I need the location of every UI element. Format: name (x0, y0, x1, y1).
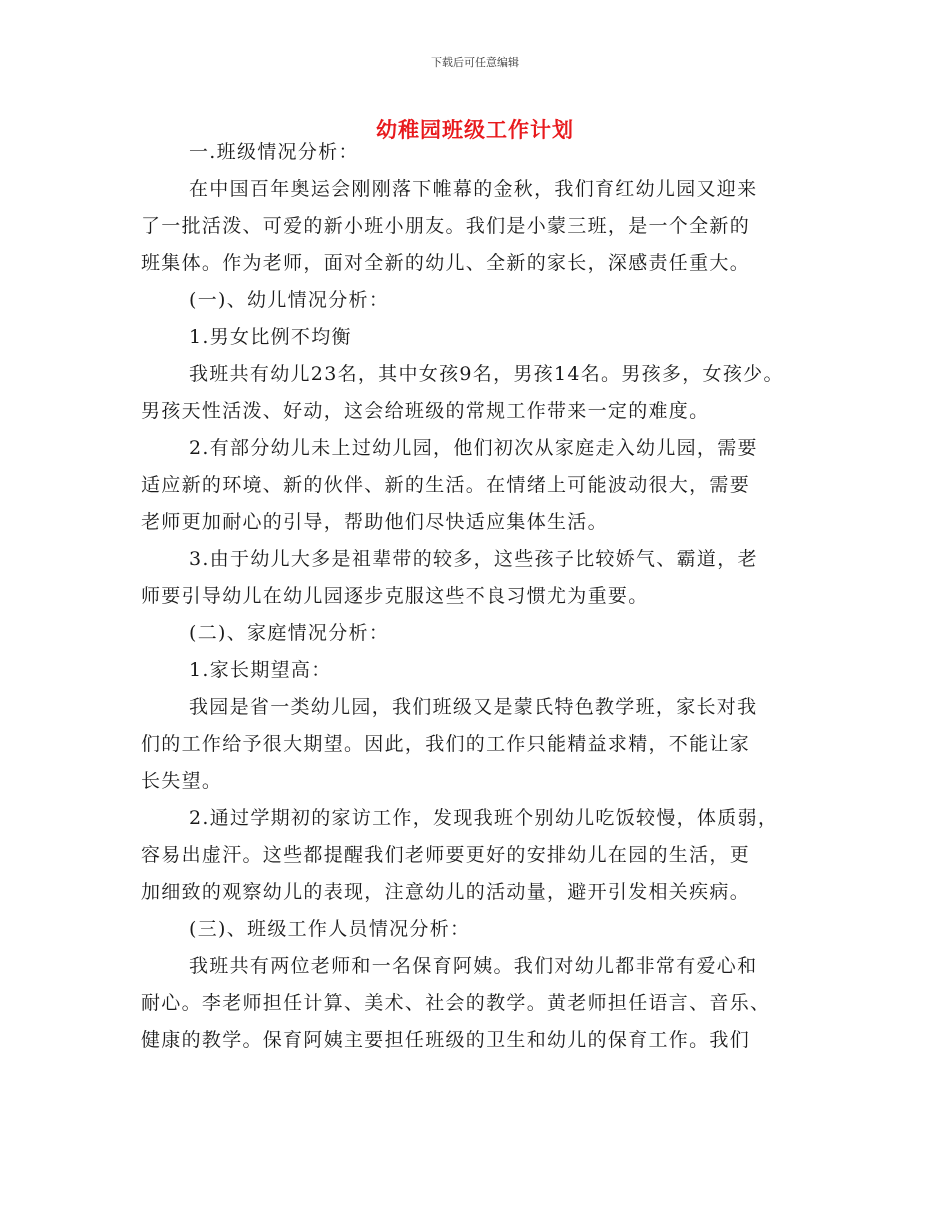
body-line: 加细致的观察幼儿的表现，注意幼儿的活动量，避开引发相关疾病。 (141, 881, 751, 903)
body-line: 男孩天性活泼、好动，这会给班级的常规工作带来一定的难度。 (141, 400, 710, 422)
body-line: 1.家长期望高： (189, 659, 332, 681)
body-line: 班集体。作为老师，面对全新的幼儿、全新的家长，深感责任重大。 (141, 252, 751, 274)
body-line: 适应新的环境、新的伙伴、新的生活。在情绪上可能波动很大，需要 (141, 474, 751, 496)
body-line: 长失望。 (141, 770, 223, 792)
body-line: 2.有部分幼儿未上过幼儿园，他们初次从家庭走入幼儿园，需要 (189, 437, 758, 459)
body-line: (三)、班级工作人员情况分析： (189, 918, 471, 940)
body-line: 3.由于幼儿大多是祖辈带的较多，这些孩子比较娇气、霸道，老 (189, 548, 758, 570)
body-line: 我班共有两位老师和一名保育阿姨。我们对幼儿都非常有爱心和 (189, 955, 758, 977)
document-body (141, 134, 831, 1059)
body-line: (一)、幼儿情况分析： (189, 289, 390, 311)
body-line: 们的工作给予很大期望。因此，我们的工作只能精益求精，不能让家 (141, 733, 751, 755)
body-line: 耐心。李老师担任计算、美术、社会的教学。黄老师担任语言、音乐、 (141, 992, 771, 1014)
body-line: (二)、家庭情况分析： (189, 622, 390, 644)
body-line: 2.通过学期初的家访工作，发现我班个别幼儿吃饭较慢，体质弱， (189, 807, 779, 829)
page-header-note: 下载后可任意编辑 (431, 56, 519, 69)
body-line: 师要引导幼儿在幼儿园逐步克服这些不良习惯尤为重要。 (141, 585, 649, 607)
body-line: 健康的教学。保育阿姨主要担任班级的卫生和幼儿的保育工作。我们 (141, 1029, 751, 1051)
body-line: 容易出虚汗。这些都提醒我们老师要更好的安排幼儿在园的生活，更 (141, 844, 751, 866)
body-line: 1.男女比例不均衡 (189, 326, 352, 348)
body-line: 老师更加耐心的引导，帮助他们尽快适应集体生活。 (141, 511, 608, 533)
document-title: 幼稚园班级工作计划 (376, 118, 574, 142)
body-line: 我园是省一类幼儿园，我们班级又是蒙氏特色教学班，家长对我 (189, 696, 758, 718)
body-line: 我班共有幼儿23名，其中女孩9名，男孩14名。男孩多，女孩少。 (189, 363, 784, 385)
body-line: 一.班级情况分析： (189, 141, 359, 163)
body-line: 了一批活泼、可爱的新小班小朋友。我们是小蒙三班，是一个全新的 (141, 215, 751, 237)
body-line: 在中国百年奥运会刚刚落下帷幕的金秋，我们育红幼儿园又迎来 (189, 178, 758, 200)
